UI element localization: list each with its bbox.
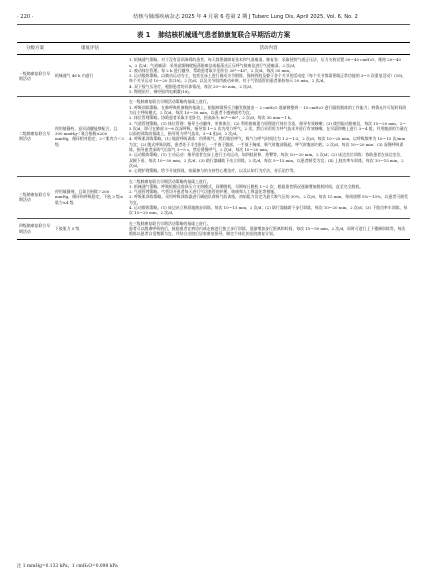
content-paragraph: 5. 物理治疗，神经肌肉电刺激(18)。 xyxy=(129,89,193,95)
page-number: · 220 · xyxy=(17,14,34,20)
table-row xyxy=(17,55,410,97)
rehab-plan-table xyxy=(17,42,410,240)
content-paragraph: 4. 运动锻炼策略。(1) 床边站立和原地踏步训练，每次 10～15 min，2 次/d；(2) 助行器辅助下步行训练，每次 10～20 min，2 次/d；(3) 下肢功率车训练，每次 15～20 min，2 次/d。 xyxy=(129,205,408,216)
table-title xyxy=(17,29,410,39)
stage-cell: 二级肺康复联合早期活动 xyxy=(19,131,51,142)
content-paragraph: 4. 双下肢气压治疗，根据患者的具体情况，每次 20～30 min，2 次/d。 xyxy=(129,83,255,89)
table-row xyxy=(17,97,410,176)
content-paragraph: 1. 机械通气策略。呼吸机模式选择压力支持模式，同期脱机，早期每日脱机 1～2 次，根据患者情况逐渐增加脱机时间，直至完全脱机。 xyxy=(129,183,364,189)
content-paragraph: 2. 被动体位管理。每 2 h 进行翻身，帮助患者取半坐卧位 30°～45°，2 次/d，每次 30 min。 xyxy=(129,67,293,73)
table-title-text: 肺结核机械通气患者肺康复联合早期活动方案 xyxy=(158,31,291,39)
content-paragraph: 在三级肺康复联合早期活动策略的基础上进行。 xyxy=(129,220,211,226)
stage-cell: 三级肺康复联合早期活动 xyxy=(19,191,51,203)
column-header-content: 活动内容 xyxy=(127,43,410,55)
table-row xyxy=(17,218,410,239)
stage-cell: 一级肺康复联合早期活动 xyxy=(19,70,51,81)
content-paragraph: 患者可以脱离呼吸机后，鼓励患者在病房内或走廊进行独立步行训练，逐渐增加步行距离和时间，每次 15～30 min，2 次/d，同时可进行上下楼梯训练等，每次锻炼以患者自觉稍累为宜，并结合出院后居家康复指导，制定个体化的出院康复计划。 xyxy=(129,225,406,237)
content-paragraph: 3. 呼吸肌训练策略。采用呼吸训练器进行阈值负荷吸气肌训练，初始阻力设定为最大吸气压的 30%，2 次/d，每次 15 min，每周递增 5%～10%，以患者可耐受为宜。 xyxy=(129,194,408,205)
table-footnote: 注 1 mmHg=0.133 kPa；1 cmH₂O=0.098 kPa xyxy=(17,564,118,569)
column-header-stage: 分级方案 xyxy=(17,43,53,55)
content-paragraph: 1. 呼吸训练策略。在肺呼吸机参数的基础上，根据病情将压力触发数值由一 2 cmH₂O 逐渐调整到一 10 cmH₂O 进行膈肌锻炼的工作能力；病情允许可短时间改为自主呼吸模式，2 次/d，每次 10～30 min，以患者不感到疲劳为宜。 xyxy=(129,104,407,115)
content-paragraph: 5. 运动锻炼策略。(1) 主动运动：指导患者在床上进行主动运动，如四肢屈伸、抬臀等，每次 10～20 min，2 次/d；(2) 床边坐位训练：协助患者在床边坐位，双腿下垂，每次 10～30 min，2 次/d；(3) 助行器辅助下站立训练，2 次/d，每次 5～15 min，以患者耐受为宜；(4) 上肢功率车训练，每次 10～15 min，2 次/d。 xyxy=(129,152,405,168)
assessment-cell: 停用镇静药，意识清醒能够配合，且 300 mmHg＜氧合指数≤200 mmHg，循环相对稳定，2＜肌肉力＜3 级 xyxy=(55,125,124,147)
content-paragraph: 在一级肺康复联合早期活动策略的基础上进行。 xyxy=(129,99,211,105)
assessment-cell: 停用镇静剂，且氧合指数＞200 mmHg，循环和呼吸稳定，下肢 3 级≤肌力≤4 级 xyxy=(55,189,124,205)
assessment-cell: 下肢肌力 5 级 xyxy=(55,225,80,231)
content-cell xyxy=(127,97,410,176)
content-paragraph: 2. 体位管理策略。协助患者采取半坐卧位，抬高床头 60°～80°，2 次/d，每次 30 min～1 h。 xyxy=(129,115,295,121)
stage-cell: 四级肺康复联合早期活动 xyxy=(19,223,51,234)
content-cell xyxy=(127,55,410,97)
content-cell xyxy=(127,218,410,239)
content-paragraph: 1. 机械通气策略。对于没有意识障碍的患者，每天都要做肺复张术和气道廓清，肺复张：采取持续气道正压法，压力支持设置 30～40 cmH₂O，维持 20～40 s，2 次/d；气道廓清：采用高频胸壁振荡排痰仪或振荡式正压呼气排痰仪进行气道廓清，2 次/d。 xyxy=(129,57,402,68)
content-paragraph: 2. 气道管理策略。气管切开患者每天进行气切套管的护理、吸痰和人工鼻湿化等措施。 xyxy=(129,189,278,195)
table-header-row xyxy=(17,43,410,55)
journal-running-title: 结核与肺部疾病杂志 2025 年 4 月第 6 卷第 2 期 J Tuberc Lung Dis, April 2025, Vol. 6, No. 2 xyxy=(133,14,358,20)
assessment-cell: 机械通气 48 h 内进行 xyxy=(55,73,94,79)
content-paragraph: 3. 气道管理策略。(1) 体位管理：指导主动翻身，更换体位；(2) 利用排痰重力原理进行体位引流，指导有效咳嗽；(3) 使用振动排痰仪，每次 15～20 min，2～3 次/d，即可在肺部 5～6 次深呼吸，指导第 1～2 次为用力呼气，2 次，然后采用用力呼气技术并进行有效咳嗽，在早晨和晚上进行 3～4 组，并用腹部的力量在以前的训练的基础上，指导用力呼气技术，3～4 组/d，2 次/d。 xyxy=(129,120,408,137)
content-paragraph: 在二级肺康复联合早期活动策略的基础上进行。 xyxy=(129,178,211,184)
content-paragraph: 3. 运动锻炼策略。以被动运动为主，包括在床上进行被动关节锻炼，保持四肢及躯干各个关节的活动度（每个关节都需要做正常功能的 3～5 次重复活动）(18)，每个关节运动 10～20 次(18)，2 次/d；以及关节肌肉被动牵伸，对于气管插管的患者保持每天 20 min，2 次/d。 xyxy=(129,73,407,84)
column-header-assessment: 康复评估 xyxy=(53,43,127,55)
content-paragraph: 6. 心理护理策略。给予开放探视，家属参与的支持性心理治疗，以及认知行为疗法、音乐治疗等。 xyxy=(129,168,298,174)
content-cell xyxy=(127,176,410,218)
page-header xyxy=(17,10,410,25)
content-paragraph: 4. 呼吸肌训练策略。(1) 缩唇呼吸训练：用鼻吸气，然后缩唇呼气，吸气与呼气时间比为 1:2～1:3，2 次/d，每次 10～20 min，以呼吸频率为 10～15 次/min 为宜；(2) 腹式呼吸训练，患者处于半坐卧位，一手放于腹部，一手放于胸部，吸气时腹部隆起，呼气时腹部内收，2 次/d，每次 10～20 min；(3) 深慢呼吸训练，指导患者深吸气后屏气 3～5 s，然后缓慢呼气，2 次/d，每次 10～20 min。 xyxy=(129,136,406,153)
table-row xyxy=(17,176,410,218)
table-number: 表 1 xyxy=(136,31,151,39)
